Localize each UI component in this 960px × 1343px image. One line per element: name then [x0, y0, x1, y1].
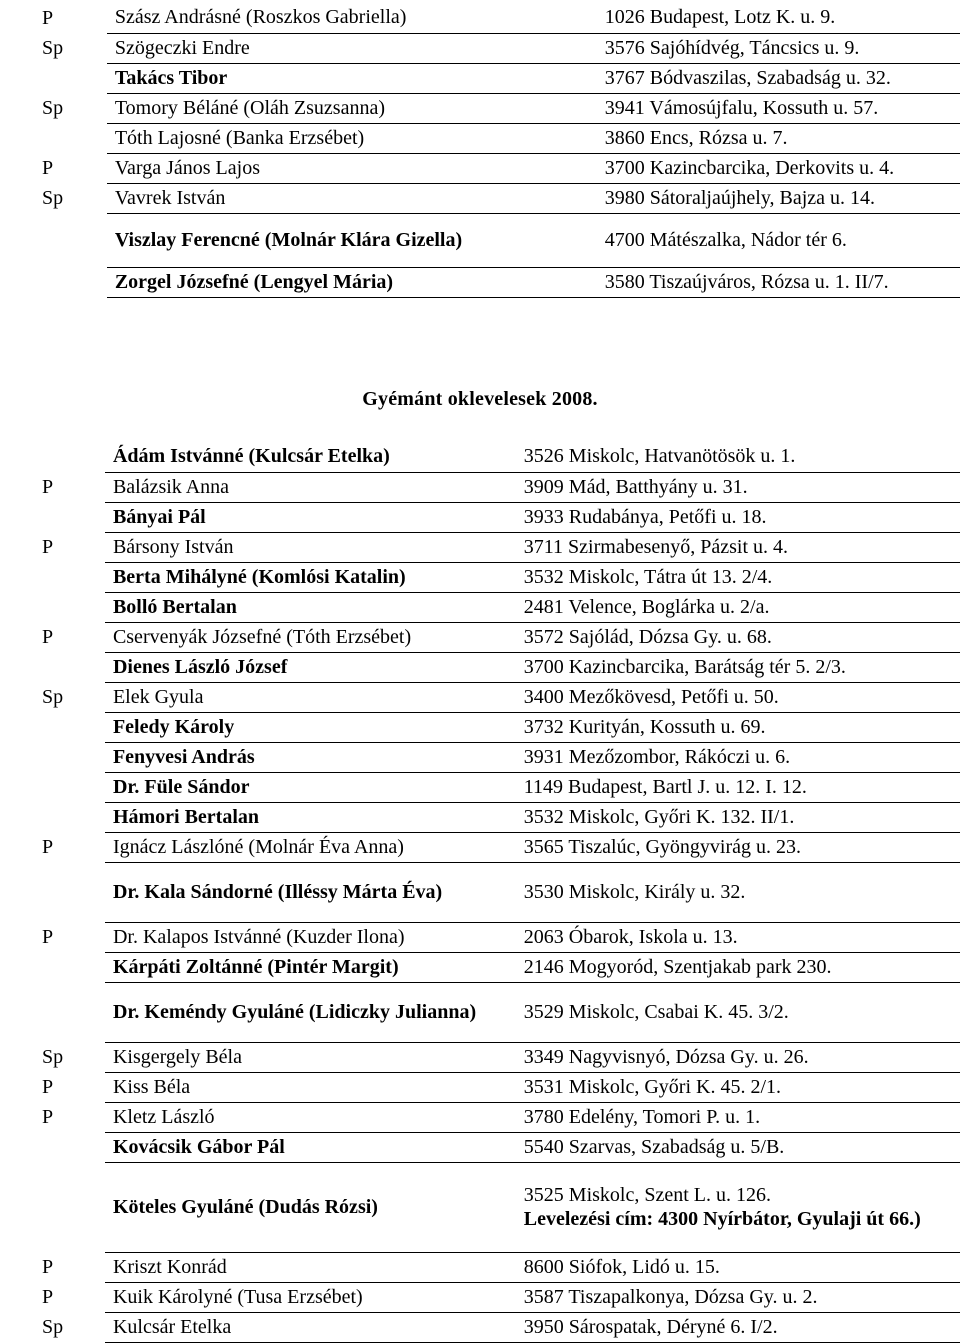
address-cell: 3860 Encs, Rózsa u. 7. [601, 123, 960, 153]
mailing-address: Levelezési cím: 4300 Nyírbátor, Gyulaji út 66.) [523, 1208, 921, 1230]
table-row [32, 267, 960, 297]
name-cell: Elek Gyula [105, 682, 520, 712]
address-cell: 3531 Miskolc, Győri K. 45. 2/1. [520, 1072, 960, 1102]
address-line: 3525 Miskolc, Szent L. u. 126. [523, 1184, 771, 1206]
name-cell: Viszlay Ferencné (Molnár Klára Gizella) [107, 213, 601, 267]
name-cell: Vavrek István [107, 183, 601, 213]
prefix-cell [32, 1162, 105, 1252]
table-row [32, 3, 960, 33]
prefix-cell [32, 213, 107, 267]
table-row [32, 33, 960, 63]
address-cell: 3700 Kazincbarcika, Derkovits u. 4. [601, 153, 960, 183]
name-cell: Zorgel Józsefné (Lengyel Mária) [107, 267, 601, 297]
name-cell: Kulcsár Etelka [105, 1312, 520, 1342]
address-cell: 3576 Sajóhídvég, Táncsics u. 9. [601, 33, 960, 63]
address-cell: 3349 Nagyvisnyó, Dózsa Gy. u. 26. [520, 1042, 960, 1072]
prefix-cell [32, 652, 105, 682]
name-cell: Kovácsik Gábor Pál [105, 1132, 520, 1162]
section-title: Gyémánt oklevelesek 2008. [362, 388, 598, 410]
name-cell: Ádám Istvánné (Kulcsár Etelka) [105, 442, 520, 472]
prefix-cell: Sp [42, 1045, 64, 1068]
table-row [32, 742, 960, 772]
table-row [32, 952, 960, 982]
table-row [32, 472, 960, 502]
prefix-cell [32, 802, 105, 832]
address-cell: 2063 Óbarok, Iskola u. 13. [520, 922, 960, 952]
address-cell: 2146 Mogyoród, Szentjakab park 230. [520, 952, 960, 982]
prefix-cell: Sp [42, 36, 64, 59]
name-cell: Köteles Gyuláné (Dudás Rózsi) [105, 1162, 520, 1252]
table-row [32, 1312, 960, 1342]
prefix-cell: Sp [42, 685, 64, 708]
prefix-cell [32, 952, 105, 982]
prefix-cell [32, 123, 107, 153]
table-row [32, 123, 960, 153]
name-cell: Szász Andrásné (Roszkos Gabriella) [107, 3, 601, 33]
name-cell: Bányai Pál [105, 502, 520, 532]
prefix-cell [32, 862, 105, 922]
table-row [32, 93, 960, 123]
table-row [32, 1282, 960, 1312]
name-cell: Kiss Béla [105, 1072, 520, 1102]
name-cell: Hámori Bertalan [105, 802, 520, 832]
name-cell: Balázsik Anna [105, 472, 520, 502]
prefix-cell: P [42, 1255, 54, 1278]
name-cell: Kletz László [105, 1102, 520, 1132]
table-row [32, 832, 960, 862]
table-row [32, 153, 960, 183]
name-cell: Ignácz Lászlóné (Molnár Éva Anna) [105, 832, 520, 862]
table-row [32, 772, 960, 802]
address-cell: 3565 Tiszalúc, Gyöngyvirág u. 23. [520, 832, 960, 862]
prefix-cell: P [42, 535, 54, 558]
address-cell: 3700 Kazincbarcika, Barátság tér 5. 2/3. [520, 652, 960, 682]
table-row [32, 862, 960, 922]
table-row [32, 1072, 960, 1102]
prefix-cell: Sp [42, 96, 64, 119]
table-row [32, 442, 960, 472]
prefix-cell: P [42, 475, 54, 498]
prefix-cell: P [42, 835, 54, 858]
table-row [32, 682, 960, 712]
address-cell: 3933 Rudabánya, Petőfi u. 18. [520, 502, 960, 532]
table-row [32, 712, 960, 742]
name-cell: Dr. Kala Sándorné (Illéssy Márta Éva) [105, 862, 520, 922]
address-cell: 3980 Sátoraljaújhely, Bajza u. 14. [601, 183, 960, 213]
address-cell: 2481 Velence, Boglárka u. 2/a. [520, 592, 960, 622]
prefix-cell [32, 742, 105, 772]
name-cell: Dr. Füle Sándor [105, 772, 520, 802]
prefix-cell [32, 1132, 105, 1162]
name-cell: Dienes László József [105, 652, 520, 682]
prefix-cell: P [42, 625, 54, 648]
name-cell: Feledy Károly [105, 712, 520, 742]
address-cell: 3767 Bódvaszilas, Szabadság u. 32. [601, 63, 960, 93]
table-row [32, 532, 960, 562]
address-cell: 3400 Mezőkövesd, Petőfi u. 50. [520, 682, 960, 712]
table-row [32, 982, 960, 1042]
prefix-cell [32, 772, 105, 802]
member-table-1 [32, 3, 960, 298]
table-row [32, 652, 960, 682]
address-cell: 4700 Mátészalka, Nádor tér 6. [601, 213, 960, 267]
address-cell: 3780 Edelény, Tomori P. u. 1. [520, 1102, 960, 1132]
address-cell [520, 1162, 960, 1252]
address-cell: 3530 Miskolc, Király u. 32. [520, 862, 960, 922]
name-cell: Fenyvesi András [105, 742, 520, 772]
name-cell: Kuik Károlyné (Tusa Erzsébet) [105, 1282, 520, 1312]
name-cell: Dr. Kalapos Istvánné (Kuzder Ilona) [105, 922, 520, 952]
address-cell: 5540 Szarvas, Szabadság u. 5/B. [520, 1132, 960, 1162]
member-table-2 [32, 442, 960, 1343]
address-cell: 8600 Siófok, Lidó u. 15. [520, 1252, 960, 1282]
address-cell: 3941 Vámosújfalu, Kossuth u. 57. [601, 93, 960, 123]
name-cell: Szögeczki Endre [107, 33, 601, 63]
prefix-cell [32, 562, 105, 592]
prefix-cell: P [42, 156, 54, 179]
name-cell: Dr. Keméndy Gyuláné (Lidiczky Julianna) [105, 982, 520, 1042]
address-cell: 3529 Miskolc, Csabai K. 45. 3/2. [520, 982, 960, 1042]
table-row [32, 1132, 960, 1162]
prefix-cell [32, 267, 107, 297]
address-cell: 3580 Tiszaújváros, Rózsa u. 1. II/7. [601, 267, 960, 297]
prefix-cell [32, 712, 105, 742]
prefix-cell: P [42, 1105, 54, 1128]
name-cell: Bolló Bertalan [105, 592, 520, 622]
address-cell: 3587 Tiszapalkonya, Dózsa Gy. u. 2. [520, 1282, 960, 1312]
prefix-cell: P [42, 925, 54, 948]
name-cell: Takács Tibor [107, 63, 601, 93]
address-cell: 3526 Miskolc, Hatvanötösök u. 1. [520, 442, 960, 472]
table-row [32, 63, 960, 93]
name-cell: Kisgergely Béla [105, 1042, 520, 1072]
prefix-cell [32, 592, 105, 622]
name-cell: Cservenyák Józsefné (Tóth Erzsébet) [105, 622, 520, 652]
name-cell: Tóth Lajosné (Banka Erzsébet) [107, 123, 601, 153]
prefix-cell: P [42, 6, 54, 29]
table-row [32, 622, 960, 652]
address-cell: 3931 Mezőzombor, Rákóczi u. 6. [520, 742, 960, 772]
prefix-cell [32, 442, 105, 472]
table-row [32, 802, 960, 832]
address-cell: 3532 Miskolc, Tátra út 13. 2/4. [520, 562, 960, 592]
prefix-cell: P [42, 1075, 54, 1098]
name-cell: Bársony István [105, 532, 520, 562]
prefix-cell: Sp [42, 186, 64, 209]
prefix-cell: P [42, 1285, 54, 1308]
address-cell: 3950 Sárospatak, Déryné 6. I/2. [520, 1312, 960, 1342]
address-cell: 3532 Miskolc, Győri K. 132. II/1. [520, 802, 960, 832]
address-cell: 3572 Sajólád, Dózsa Gy. u. 68. [520, 622, 960, 652]
address-cell: 3909 Mád, Batthyány u. 31. [520, 472, 960, 502]
prefix-cell [32, 982, 105, 1042]
prefix-cell [32, 502, 105, 532]
table-row [32, 213, 960, 267]
address-cell: 3711 Szirmabesenyő, Pázsit u. 4. [520, 532, 960, 562]
prefix-cell [32, 63, 107, 93]
table-row [32, 502, 960, 532]
table-row [32, 1252, 960, 1282]
table-row [32, 1042, 960, 1072]
name-cell: Berta Mihályné (Komlósi Katalin) [105, 562, 520, 592]
address-cell: 1149 Budapest, Bartl J. u. 12. I. 12. [520, 772, 960, 802]
name-cell: Kárpáti Zoltánné (Pintér Margit) [105, 952, 520, 982]
table-row [32, 183, 960, 213]
table-row [32, 1102, 960, 1132]
table-row [32, 592, 960, 622]
address-cell: 3732 Kurityán, Kossuth u. 69. [520, 712, 960, 742]
table-row [32, 1162, 960, 1252]
name-cell: Varga János Lajos [107, 153, 601, 183]
table-row [32, 562, 960, 592]
name-cell: Tomory Béláné (Oláh Zsuzsanna) [107, 93, 601, 123]
name-cell: Kriszt Konrád [105, 1252, 520, 1282]
table-row [32, 922, 960, 952]
prefix-cell: Sp [42, 1315, 64, 1338]
address-cell: 1026 Budapest, Lotz K. u. 9. [601, 3, 960, 33]
